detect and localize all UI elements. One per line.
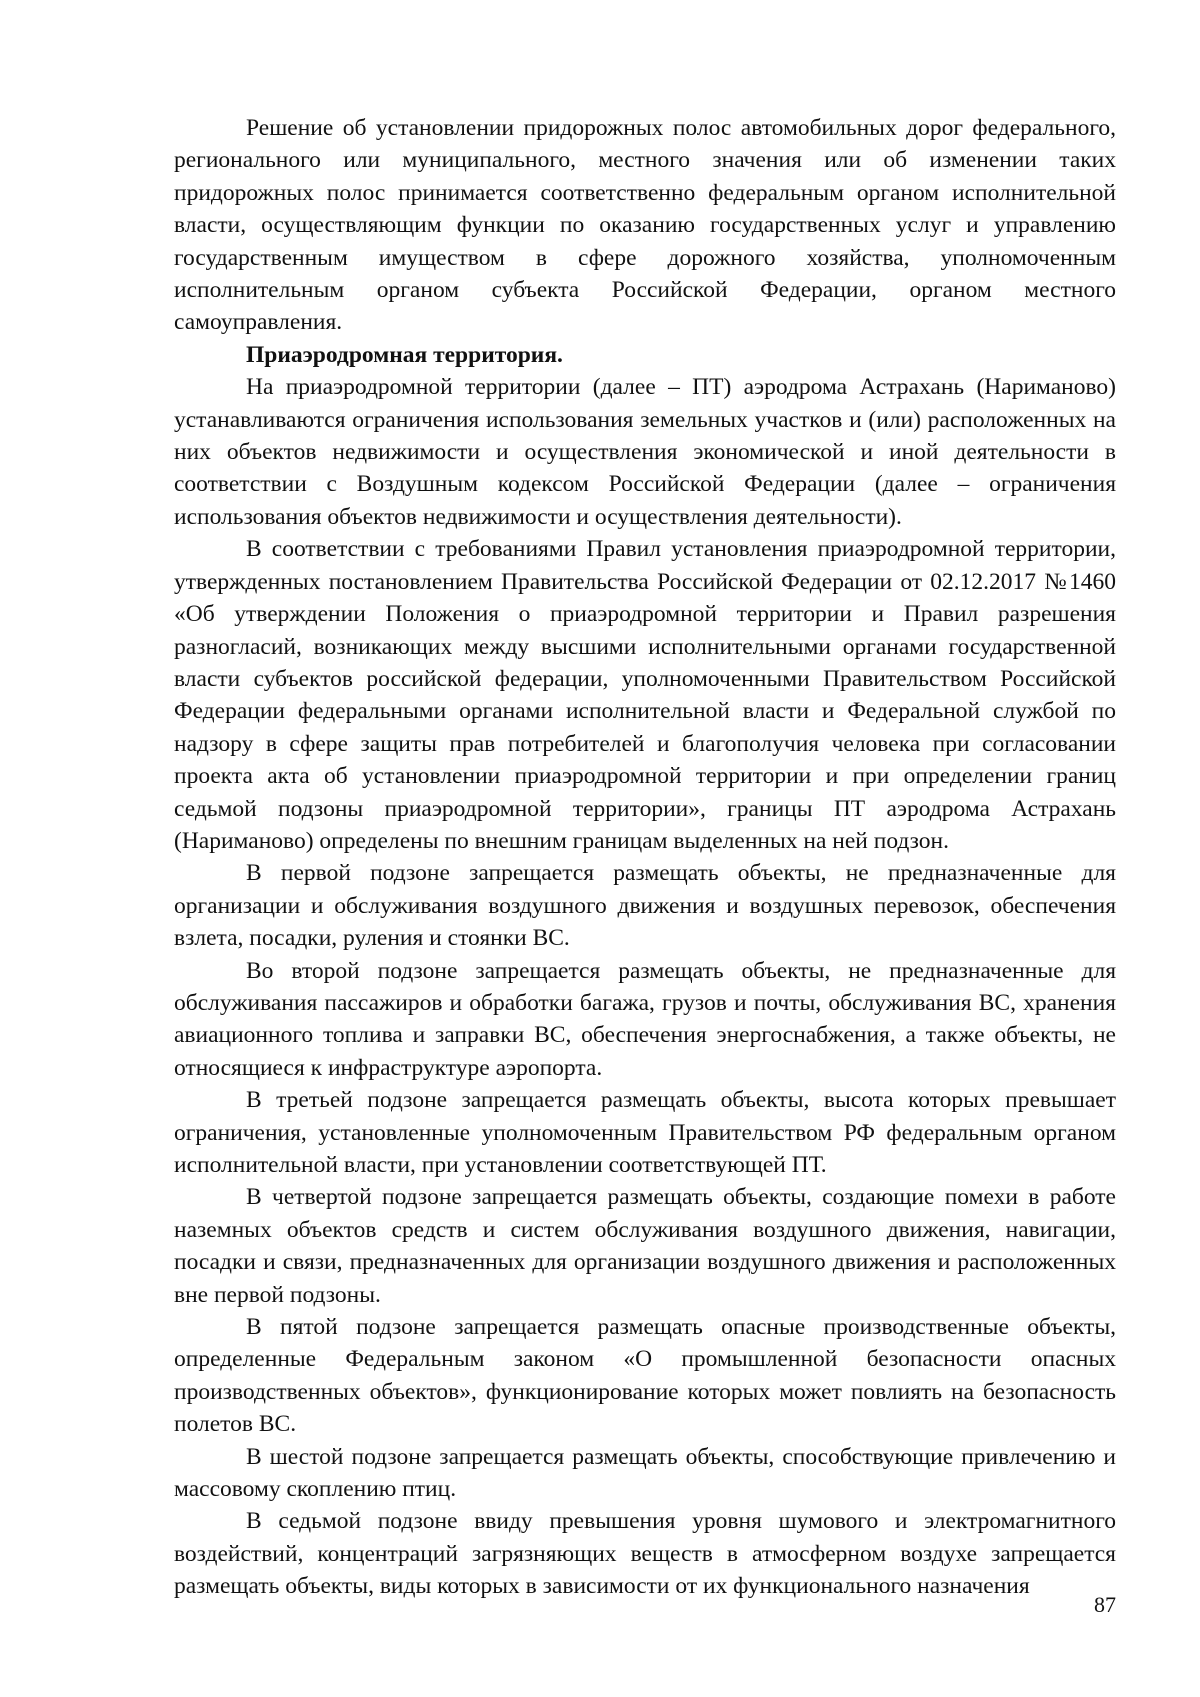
paragraph-pt-restrictions: На приаэродромной территории (далее – ПТ) аэродрома Астрахань (Нариманово) устанавливаются ограничения использования земельных участков и (или) расположенных на них объектов недвижимости и осуществления экономической и иной деятельности в соответствии с Воздушным кодексом Российской Федерации (далее – ограничения использования объектов недвижимости и осуществления деятельности).	[174, 374, 1116, 530]
paragraph-subzone-5: В пятой подзоне запрещается размещать опасные производственные объекты, определенные Федеральным законом «О промышленной безопасности опасных производственных объектов», функционирование которых может повлиять на безопасность полетов ВС.	[174, 1314, 1116, 1438]
paragraph-subzone-2: Во второй подзоне запрещается размещать объекты, не предназначенные для обслуживания пассажиров и обработки багажа, грузов и почты, обслуживания ВС, хранения авиационного топлива и заправки ВС, обеспечения энергоснабжения, а также объекты, не относящиеся к инфраструктуре аэропорта.	[174, 957, 1116, 1081]
paragraph-subzone-1: В первой подзоне запрещается размещать объекты, не предназначенные для организации и обслуживания воздушного движения и воздушных перевозок, обеспечения взлета, посадки, руления и стоянки ВС.	[174, 860, 1116, 952]
page-number: 87	[1094, 1592, 1116, 1617]
document-body	[174, 112, 1116, 1603]
paragraph-subzone-4: В четвертой подзоне запрещается размещать объекты, создающие помехи в работе наземных объектов средств и систем обслуживания воздушного движения, навигации, посадки и связи, предназначенных для организации воздушного движения и расположенных вне первой подзоны.	[174, 1184, 1116, 1308]
paragraph-subzone-6: В шестой подзоне запрещается размещать объекты, способствующие привлечению и массовому скоплению птиц.	[174, 1443, 1116, 1503]
section-heading: Приаэродромная территория.	[246, 341, 563, 368]
paragraph-subzone-3: В третьей подзоне запрещается размещать объекты, высота которых превышает ограничения, установленные уполномоченным Правительством РФ федеральным органом исполнительной власти, при установлении соответствующей ПТ.	[174, 1087, 1116, 1178]
paragraph-subzone-7: В седьмой подзоне ввиду превышения уровня шумового и электромагнитного воздействий, концентраций загрязняющих веществ в атмосферном воздухе запрещается размещать объекты, виды которых в зависимости от их функционального назначения	[174, 1508, 1116, 1600]
paragraph-pt-rules: В соответствии с требованиями Правил установления приаэродромной территории, утвержденных постановлением Правительства Российской Федерации от 02.12.2017 №1460 «Об утверждении Положения о приаэродромной территории и Правил разрешения разногласий, возникающих между высшими исполнительными органами государственной власти субъектов российской федерации, уполномоченными Правительством Российской Федерации федеральными органами исполнительной власти и Федеральной службой по надзору в сфере защиты прав потребителей и благополучия человека при согласовании проекта акта об установлении приаэродромной территории и при определении границ седьмой подзоны приаэродромной территории», границы ПТ аэродрома Астрахань (Нариманово) определены по внешним границам выделенных на ней подзон.	[174, 536, 1116, 854]
paragraph-roadside-strips: Решение об установлении придорожных полос автомобильных дорог федерального, регионального или муниципального, местного значения или об изменении таких придорожных полос принимается соответственно федеральным органом исполнительной власти, осуществляющим функции по оказанию государственных услуг и управлению государственным имуществом в сфере дорожного хозяйства, уполномоченным исполнительным органом субъекта Российской Федерации, органом местного самоуправления.	[174, 115, 1116, 336]
